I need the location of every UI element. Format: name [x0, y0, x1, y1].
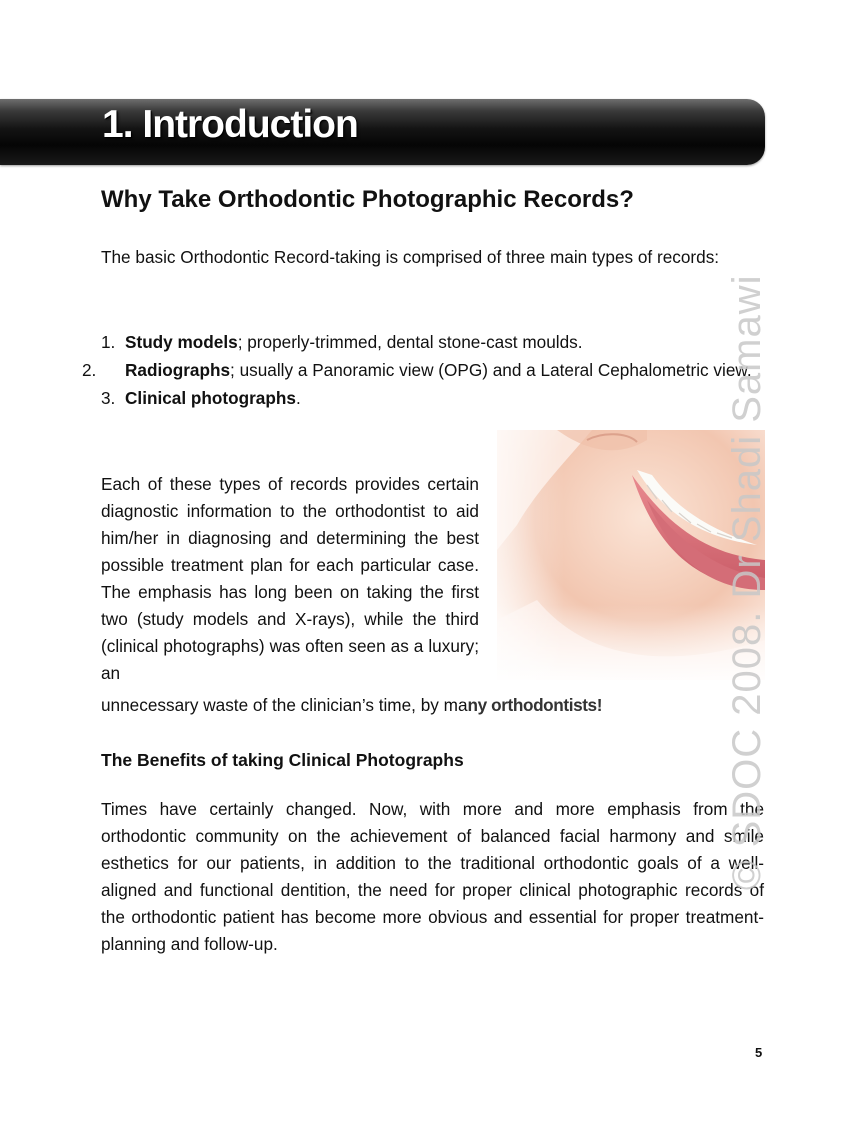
section-title: Why Take Orthodontic Photographic Records?	[101, 186, 634, 213]
list-item: 1. Study models; properly-trimmed, dental stone-cast moulds.	[101, 332, 583, 352]
records-list	[82, 328, 764, 412]
record-term: Clinical photographs	[125, 388, 296, 408]
copyright-watermark: © SDOC 2008. Dr Shadi Samawi	[725, 274, 769, 890]
page-number: 5	[755, 1045, 763, 1060]
records-paragraph: Each of these types of records provides certain diagnostic information to the orthodontist to aid him/her in diagnosing and determining the best possible treatment plan for each particular case. The emphasis has long been on taking the first two (study models and X-rays), while the third (clinical photographs) was often seen as a luxury; an	[101, 474, 480, 683]
record-term: Radiographs	[125, 360, 231, 380]
list-item: 2. Radiographs; usually a Panoramic view (OPG) and a Lateral Cephalometric view.	[82, 360, 752, 380]
benefits-paragraph: Times have certainly changed. Now, with more and more emphasis from the orthodontic community on the achievement of balanced facial harmony and smile esthetics for our patients, in addition to the traditional orthodontic goals of a well-aligned and functional dentition, the need for proper clinical photographic records of the orthodontic patient has become more obvious and essential for proper treatment-planning and follow-up.	[101, 799, 764, 954]
records-paragraph-last-line: unnecessary waste of the clinician’s time, by many orthodontists!	[101, 695, 603, 715]
record-term: Study models	[125, 332, 238, 352]
benefits-heading: The Benefits of taking Clinical Photographs	[101, 750, 464, 770]
image-caption: ny orthodontists!	[467, 695, 603, 715]
list-item: 3. Clinical photographs.	[101, 388, 301, 408]
intro-paragraph: The basic Orthodontic Record-taking is comprised of three main types of records:	[101, 247, 720, 267]
chapter-title: 1. Introduction	[102, 103, 358, 146]
